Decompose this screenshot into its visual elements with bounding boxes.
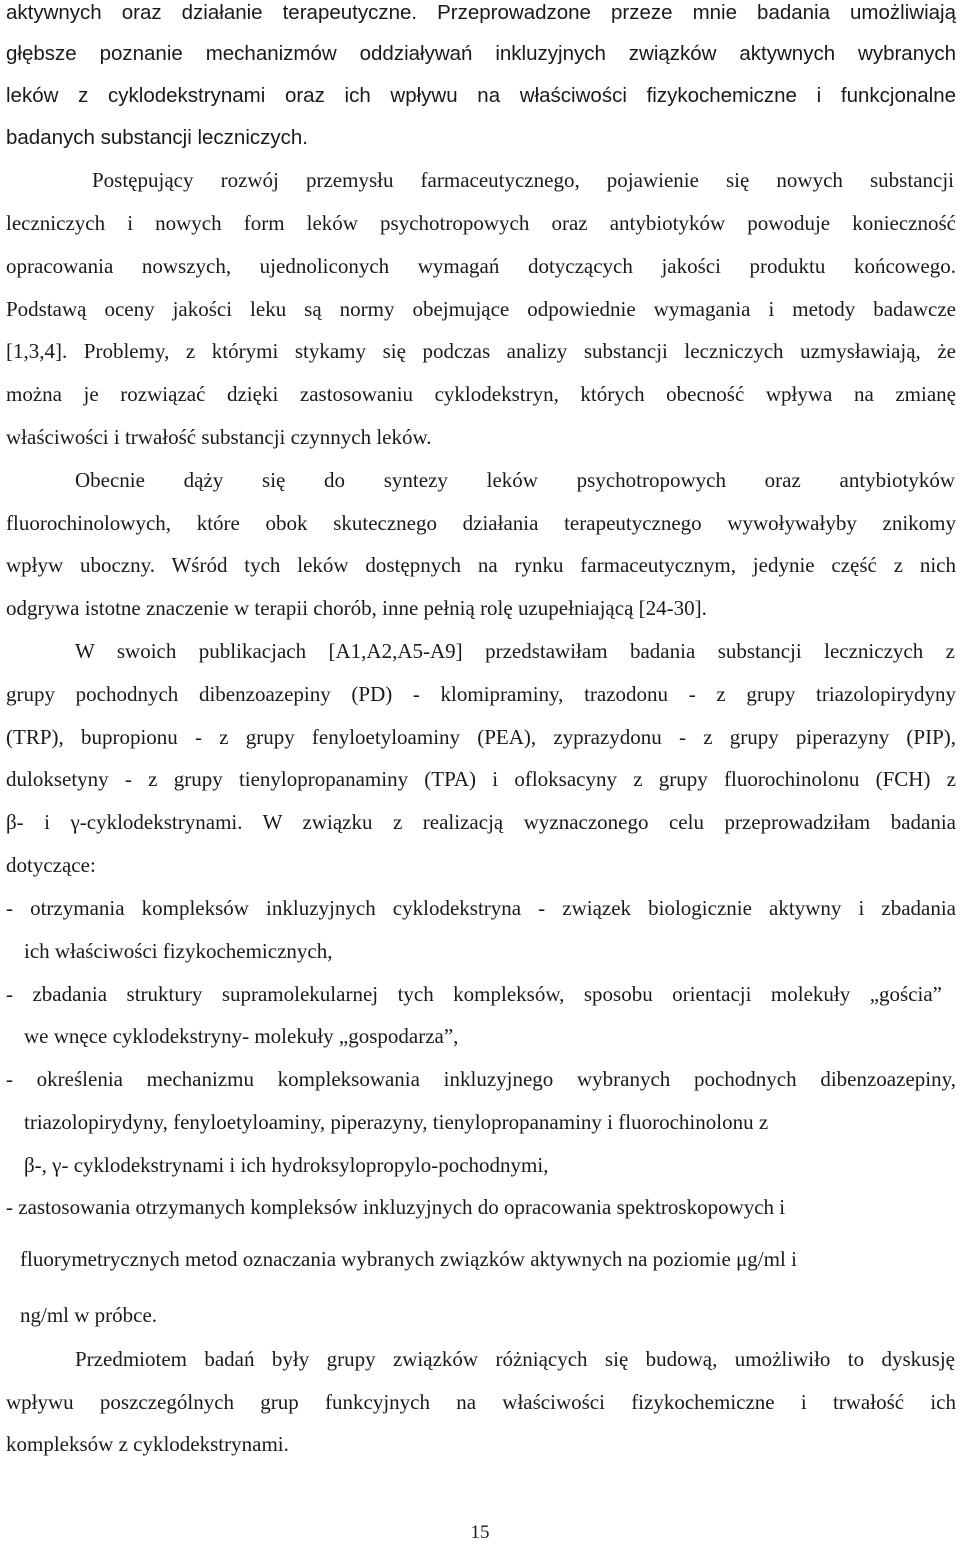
text-line: odgrywa istotne znaczenie w terapii chorób, inne pełnią rolę uzupełniającą [24-30]. <box>6 596 707 620</box>
text-line: właściwości i trwałość substancji czynnych leków. <box>6 425 432 449</box>
text-line: leczniczych i nowych form leków psychotropowych oraz antybiotyków powoduje konieczność <box>6 211 956 235</box>
text-line: aktywnych oraz działanie terapeutyczne. Przeprowadzone przeze mnie badania umożliwiają <box>6 1 956 24</box>
text-line: fluorochinolowych, które obok skutecznego działania terapeutycznego wywoływałyby znikomy <box>6 511 956 535</box>
text-line: Obecnie dąży się do syntezy leków psychotropowych oraz antybiotyków <box>75 468 955 492</box>
text-line: kompleksów z cyklodekstrynami. <box>6 1432 289 1456</box>
list-item: - otrzymania kompleksów inkluzyjnych cyklodekstryna - związek biologicznie aktywny i zbadania <box>6 896 956 920</box>
text-line: wpływu poszczególnych grup funkcyjnych na właściwości fizykochemiczne i trwałość ich <box>6 1390 956 1414</box>
text-line: głębsze poznanie mechanizmów oddziaływań inkluzyjnych związków aktywnych wybranych <box>6 42 956 65</box>
list-item-continuation: we wnęce cyklodekstryny- molekuły „gospodarza”, <box>24 1024 459 1048</box>
text-line: dotyczące: <box>6 853 96 877</box>
text-line: można je rozwiązać dzięki zastosowaniu cyklodekstryn, których obecność wpływa na zmianę <box>6 382 956 406</box>
text-line: grupy pochodnych dibenzoazepiny (PD) - klomipraminy, trazodonu - z grupy triazolopirydyny <box>6 682 956 706</box>
text-line: leków z cyklodekstrynami oraz ich wpływu na właściwości fizykochemiczne i funkcjonalne <box>6 84 956 107</box>
list-item-continuation: triazolopirydyny, fenyloetyloaminy, piperazyny, tienylopropanaminy i fluorochinolonu z <box>24 1110 769 1134</box>
list-item-continuation: ich właściwości fizykochemicznych, <box>24 939 333 963</box>
text-line: duloksetyny - z grupy tienylopropanaminy (TPA) i ofloksacyny z grupy fluorochinolonu (FCH) z <box>6 767 956 791</box>
text-line: Podstawą oceny jakości leku są normy obejmujące odpowiednie wymagania i metody badawcze <box>6 297 956 321</box>
text-line: W swoich publikacjach [A1,A2,A5-A9] przedstawiłam badania substancji leczniczych z <box>75 639 955 663</box>
list-item-continuation: fluorymetrycznych metod oznaczania wybranych związków aktywnych na poziomie μg/ml i <box>20 1247 797 1271</box>
page-number: 15 <box>470 1522 490 1543</box>
text-line: β- i γ-cyklodekstrynami. W związku z realizacją wyznaczonego celu przeprowadziłam badania <box>6 810 956 834</box>
text-line: opracowania nowszych, ujednoliconych wymagań dotyczących jakości produktu końcowego. <box>6 254 956 278</box>
text-line: Postępujący rozwój przemysłu farmaceutycznego, pojawienie się nowych substancji <box>92 168 954 192</box>
list-item: - zastosowania otrzymanych kompleksów inkluzyjnych do opracowania spektroskopowych i <box>6 1195 786 1219</box>
text-line: [1,3,4]. Problemy, z którymi stykamy się podczas analizy substancji leczniczych uzmysławiają, że <box>6 339 956 363</box>
list-item: - zbadania struktury supramolekularnej tych kompleksów, sposobu orientacji molekuły „gościa” <box>6 982 942 1006</box>
list-item-continuation: ng/ml w próbce. <box>20 1303 158 1327</box>
text-line: wpływ uboczny. Wśród tych leków dostępnych na rynku farmaceutycznym, jedynie część z nich <box>6 553 956 577</box>
text-line: (TRP), bupropionu - z grupy fenyloetyloaminy (PEA), zyprazydonu - z grupy piperazyny (PIP), <box>6 725 956 749</box>
text-line: badanych substancji leczniczych. <box>6 126 308 149</box>
list-item-continuation: β-, γ- cyklodekstrynami i ich hydroksylopropylo-pochodnymi, <box>24 1153 549 1177</box>
text-line: Przedmiotem badań były grupy związków różniących się budową, umożliwiło to dyskusję <box>75 1347 955 1371</box>
list-item: - określenia mechanizmu kompleksowania inkluzyjnego wybranych pochodnych dibenzoazepiny, <box>6 1067 956 1091</box>
